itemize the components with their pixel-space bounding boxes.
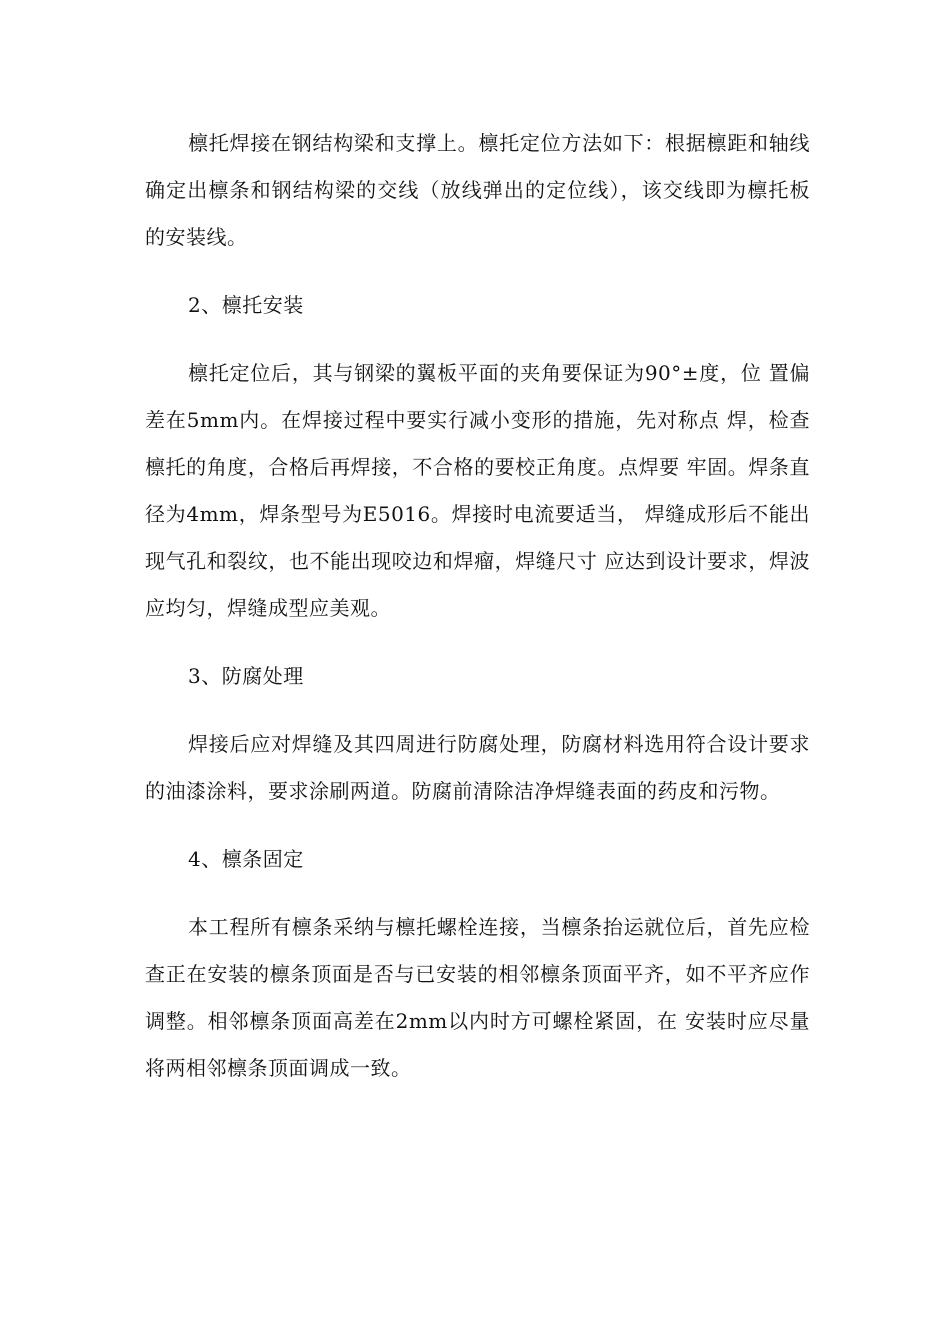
paragraph-purlin-bracket-install: 檩托定位后，其与钢梁的翼板平面的夹角要保证为90°±度，位 置偏差在5mm内。在焊接过程中要实行减小变形的措施，先对称点 焊，检查檩托的角度，合格后再焊接，不合格的要校正角度。点焊要 牢固。焊条直径为4mm，焊条型号为E5016。焊接时电流要适当， 焊缝成形后不能出现气孔和裂纹，也不能出现咬边和焊瘤，焊缝尺寸 应达到设计要求，焊波应均匀，焊缝成型应美观。 bbox=[145, 361, 810, 620]
paragraph-purlin-fixing: 本工程所有檩条采纳与檩托螺栓连接，当檩条抬运就位后，首先应检查正在安装的檩条顶面是否与已安装的相邻檩条顶面平齐，如不平齐应作调整。相邻檩条顶面高差在2mm以内时方可螺栓紧固，在 安装时应尽量将两相邻檩条顶面调成一致。 bbox=[145, 915, 810, 1080]
section-heading-purlin-fixing: 4、檩条固定 bbox=[188, 847, 304, 871]
paragraph-anticorrosion: 焊接后应对焊缝及其四周进行防腐处理，防腐材料选用符合设计要求的油漆涂料，要求涂刷两道。防腐前清除洁净焊缝表面的药皮和污物。 bbox=[145, 732, 810, 803]
paragraph-purlin-bracket-welding: 檩托焊接在钢结构梁和支撑上。檩托定位方法如下：根据檩距和轴线确定出檩条和钢结构梁的交线（放线弹出的定位线），该交线即为檩托板的安装线。 bbox=[145, 131, 810, 249]
section-heading-purlin-bracket-install: 2、檩托安装 bbox=[188, 293, 304, 317]
section-heading-anticorrosion: 3、防腐处理 bbox=[188, 664, 304, 688]
document-body bbox=[145, 120, 810, 1113]
